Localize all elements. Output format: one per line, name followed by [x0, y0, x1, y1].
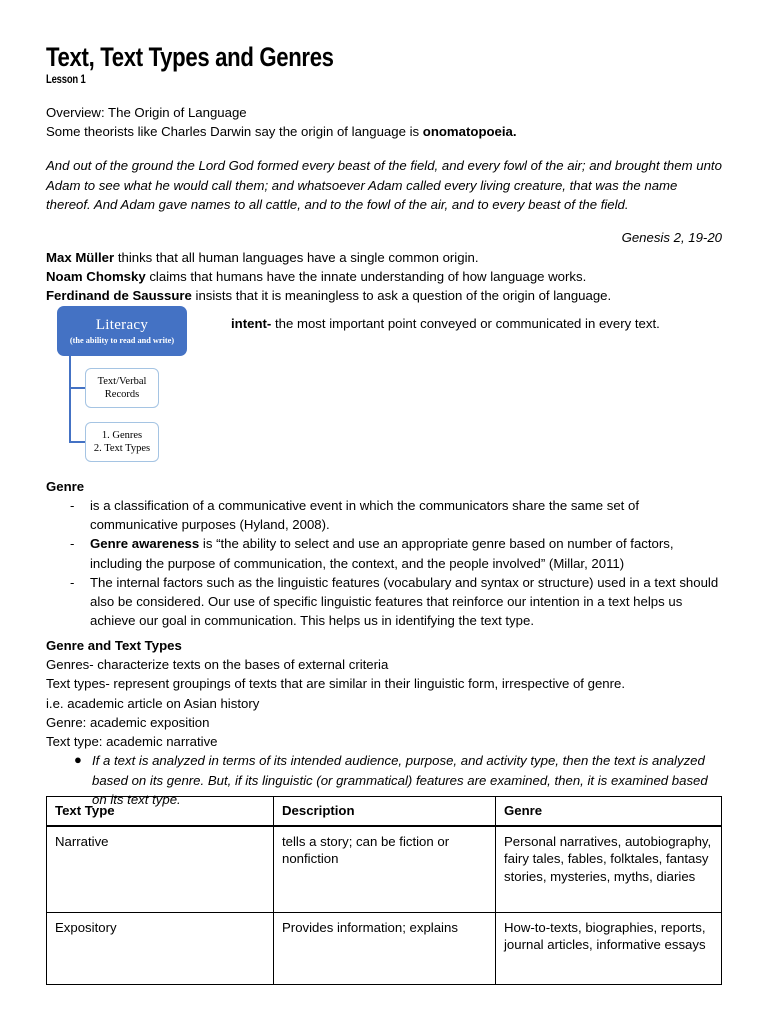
- gtt-line: i.e. academic article on Asian history: [46, 695, 260, 711]
- table-header-row: [47, 797, 722, 827]
- cell-genre: How-to-texts, biographies, reports, journal articles, informative essays: [496, 913, 722, 985]
- diagram-node-literacy-subtitle: (the ability to read and write): [69, 335, 175, 345]
- diagram-node-line: 2. Text Types: [93, 443, 151, 454]
- list-item-text: If a text is analyzed in terms of its intended audience, purpose, and activity type, then the text is analyzed based on its genre. But, if its linguistic (or grammatical) features are examined, then, it is examined based on its text type.: [92, 753, 708, 808]
- round-bullet-icon: ●: [74, 752, 82, 768]
- diagram-connector-branch: [69, 441, 86, 443]
- cell-genre: Personal narratives, autobiography, fairy tales, fables, folktales, fantasy stories, mysteries, myths, diaries: [496, 826, 722, 913]
- overview-block: [46, 104, 722, 141]
- genre-and-text-types-heading: Genre and Text Types: [46, 638, 182, 653]
- diagram-node-literacy: [57, 306, 187, 356]
- diagram-node-genres-text-types: [85, 422, 159, 462]
- column-header-genre: Genre: [496, 797, 722, 827]
- scripture-text: And out of the ground the Lord God formed every beast of the field, and every fowl of the air; and brought them unto Adam to see what he would call them; and whatsoever Adam called every living creature, that was the name thereof. And Adam gave names to all cattle, and to the fowl of the air, and to every beast of the field.: [46, 158, 722, 212]
- table-row: [47, 913, 722, 985]
- cell-description: tells a story; can be fiction or nonfiction: [274, 826, 496, 913]
- lesson-subtitle: Lesson 1: [46, 74, 86, 86]
- intent-term: intent-: [231, 316, 272, 331]
- text-type-table: [46, 796, 722, 985]
- theorists-block: [46, 248, 722, 305]
- table-row: [47, 826, 722, 913]
- list-item-bold-lead: Genre awareness: [90, 536, 200, 552]
- genre-heading: Genre: [46, 479, 85, 494]
- diagram-connector-vertical: [69, 356, 71, 443]
- list-item: [46, 534, 722, 572]
- list-item: [46, 496, 722, 534]
- diagram-node-line: Text/Verbal: [97, 376, 147, 387]
- intent-definition: [231, 315, 660, 333]
- onomatopoeia-term: onomatopoeia.: [422, 123, 517, 139]
- dash-bullet-icon: -: [70, 536, 75, 552]
- page-title: Text, Text Types and Genres: [46, 42, 334, 72]
- theorist-row: [46, 248, 722, 267]
- gtt-line: Genre: academic exposition: [46, 714, 210, 730]
- theorist-row: [46, 267, 722, 286]
- overview-theory-line: [46, 123, 722, 142]
- intent-text: the most important point conveyed or communicated in every text.: [271, 316, 660, 331]
- diagram-node-text-verbal-records: [85, 368, 159, 408]
- cell-text-type: Narrative: [47, 826, 274, 913]
- genre-section: [46, 477, 722, 630]
- theorist-name: Noam Chomsky: [46, 269, 146, 284]
- genre-and-text-types-section: [46, 636, 722, 809]
- diagram-connector-branch: [69, 387, 86, 389]
- theorist-name: Max Müller: [46, 250, 115, 265]
- overview-heading-line: Overview: The Origin of Language: [46, 105, 247, 120]
- gtt-line: Text types- represent groupings of texts that are similar in their linguistic form, irrespective of genre.: [46, 676, 626, 692]
- dash-bullet-icon: -: [70, 574, 75, 590]
- cell-description: Provides information; explains: [274, 913, 496, 985]
- gtt-line: Text type: academic narrative: [46, 734, 218, 750]
- column-header-text-type: Text Type: [47, 797, 274, 827]
- overview-theory-text: Some theorists like Charles Darwin say the origin of language is: [46, 123, 423, 139]
- diagram-node-literacy-title: Literacy: [95, 316, 149, 333]
- list-item: [46, 573, 722, 631]
- diagram-node-line: Records: [104, 389, 140, 400]
- scripture-citation: Genesis 2, 19-20: [621, 230, 722, 245]
- diagram-node-line: 1. Genres: [101, 430, 143, 441]
- literacy-hierarchy-diagram: [57, 306, 237, 466]
- list-item-text: is a classification of a communicative event in which the communicators share the same set of communicative purposes (Hyland, 2008).: [90, 498, 639, 533]
- list-item-text: The internal factors such as the linguistic features (vocabulary and syntax or structure) used in a text should also be considered. Our use of specific linguistic features that reinforce our intention in a text helps us achieve our goal in communication. This helps us in identifying the text type.: [90, 574, 719, 629]
- column-header-description: Description: [274, 797, 496, 827]
- list-item-text: is “the ability to select and use an appropriate genre based on number of factors, including the purpose of communication, the context, and the people involved” (Millar, 2011): [90, 536, 674, 571]
- theorist-name: Ferdinand de Saussure: [46, 288, 192, 303]
- cell-text-type: Expository: [47, 913, 274, 985]
- theorist-claim: thinks that all human languages have a single common origin.: [114, 250, 479, 265]
- theorist-row: [46, 286, 722, 305]
- theorist-claim: insists that it is meaningless to ask a question of the origin of language.: [191, 288, 612, 303]
- scripture-quote: [46, 156, 722, 215]
- genre-bullet-list: [46, 496, 722, 630]
- dash-bullet-icon: -: [70, 498, 75, 513]
- theorist-claim: claims that humans have the innate understanding of how language works.: [145, 269, 587, 284]
- gtt-line: Genres- characterize texts on the bases of external criteria: [46, 657, 389, 672]
